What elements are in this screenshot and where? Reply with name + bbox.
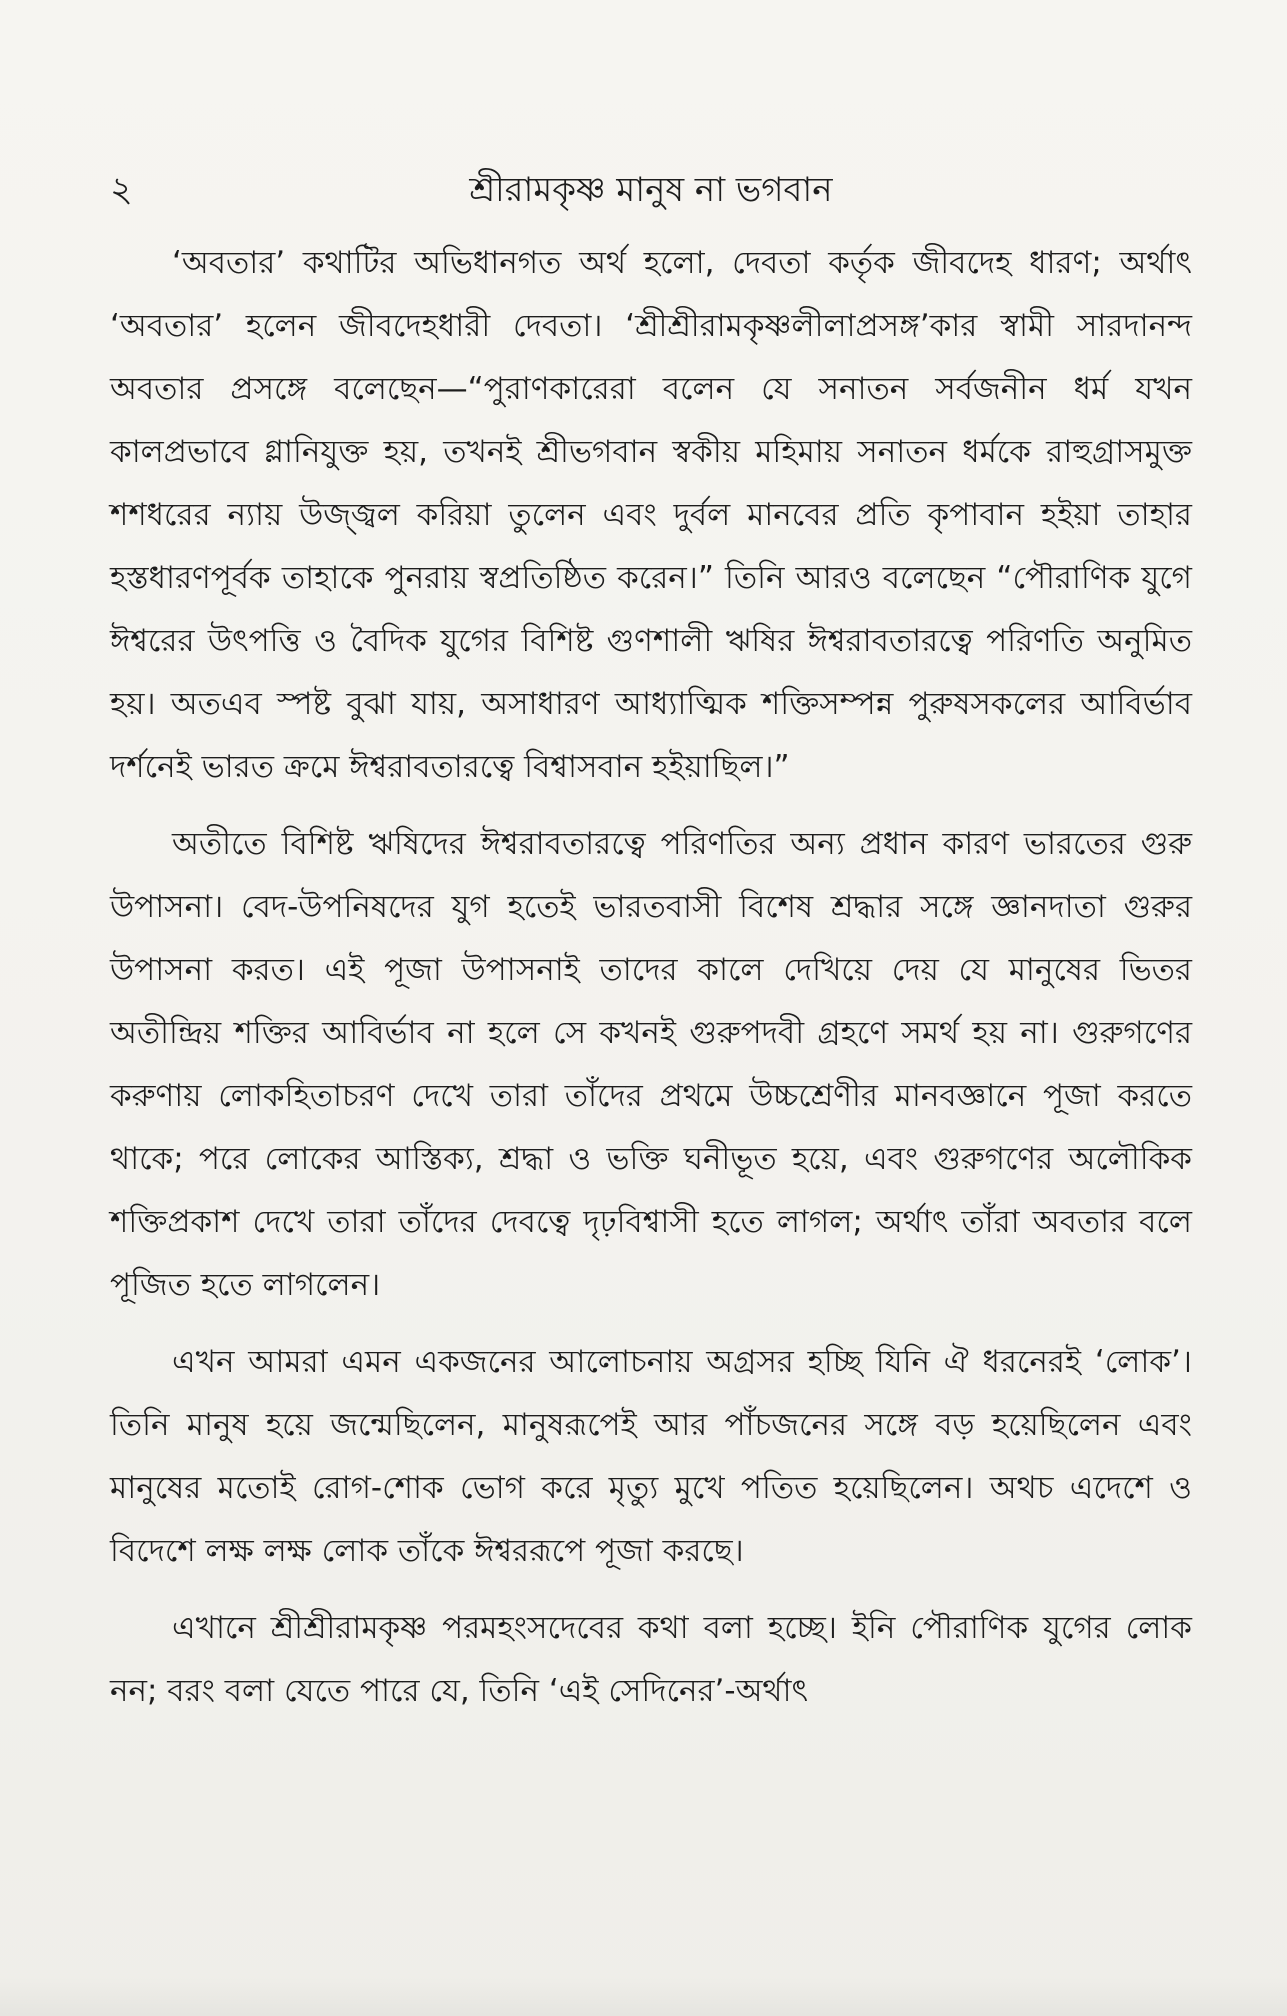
paragraph-4: এখানে শ্রীশ্রীরামকৃষ্ণ পরমহংসদেবের কথা বলা হচ্ছে। ইনি পৌরাণিক যুগের লোক নন; বরং বলা যেতে পারে যে, তিনি ‘এই সেদিনের’-অর্থাৎ xyxy=(110,1610,1192,1709)
body-text xyxy=(110,232,1192,1723)
paragraph-3: এখন আমরা এমন একজনের আলোচনায় অগ্রসর হচ্ছি যিনি ঐ ধরনেরই ‘লোক’। তিনি মানুষ হয়ে জন্মেছিলেন, মানুষরূপেই আর পাঁচজনের সঙ্গে বড় হয়েছিলেন এবং মানুষের মতোই রোগ-শোক ভোগ করে মৃত্যু মুখে পতিত হয়েছিলেন। অথচ এদেশে ও বিদেশে লক্ষ লক্ষ লোক তাঁকে ঈশ্বররূপে পূজা করছে। xyxy=(110,1344,1192,1569)
page-bottom-shadow xyxy=(0,1976,1287,2016)
running-title: শ্রীরামকৃষ্ণ মানুষ না ভগবান xyxy=(469,170,833,210)
page-number: ২ xyxy=(110,170,133,210)
paragraph-2: অতীতে বিশিষ্ট ঋষিদের ঈশ্বরাবতারত্বে পরিণতির অন্য প্রধান কারণ ভারতের গুরু উপাসনা। বেদ-উপনিষদের যুগ হতেই ভারতবাসী বিশেষ শ্রদ্ধার সঙ্গে জ্ঞানদাতা গুরুর উপাসনা করত। এই পূজা উপাসনাই তাদের কালে দেখিয়ে দেয় যে মানুষের ভিতর অতীন্দ্রিয় শক্তির আবির্ভাব না হলে সে কখনই গুরুপদবী গ্রহণে সমর্থ হয় না। গুরুগণের করুণায় লোকহিতাচরণ দেখে তারা তাঁদের প্রথমে উচ্চশ্রেণীর মানবজ্ঞানে পূজা করতে থাকে; পরে লোকের আস্তিক্য, শ্রদ্ধা ও ভক্তি ঘনীভূত হয়ে, এবং গুরুগণের অলৌকিক শক্তিপ্রকাশ দেখে তারা তাঁদের দেবত্বে দৃঢ়বিশ্বাসী হতে লাগল; অর্থাৎ তাঁরা অবতার বলে পূজিত হতে লাগলেন। xyxy=(110,826,1192,1303)
paragraph-1: ‘অবতার’ কথাটির অভিধানগত অর্থ হলো, দেবতা কর্তৃক জীবদেহ ধারণ; অর্থাৎ ‘অবতার’ হলেন জীবদেহধারী দেবতা। ‘শ্রীশ্রীরামকৃষ্ণলীলাপ্রসঙ্গ’কার স্বামী সারদানন্দ অবতার প্রসঙ্গে বলেছেন—“পুরাণকারেরা বলেন যে সনাতন সর্বজনীন ধর্ম যখন কালপ্রভাবে গ্লানিযুক্ত হয়, তখনই শ্রীভগবান স্বকীয় মহিমায় সনাতন ধর্মকে রাহুগ্রাসমুক্ত শশধরের ন্যায় উজ্জ্বল করিয়া তুলেন এবং দুর্বল মানবের প্রতি কৃপাবান হইয়া তাহার হস্তধারণপূর্বক তাহাকে পুনরায় স্বপ্রতিষ্ঠিত করেন।” তিনি আরও বলেছেন “পৌরাণিক যুগে ঈশ্বরের উৎপত্তি ও বৈদিক যুগের বিশিষ্ট গুণশালী ঋষির ঈশ্বরাবতারত্বে পরিণতি অনুমিত হয়। অতএব স্পষ্ট বুঝা যায়, অসাধারণ আধ্যাত্মিক শক্তিসম্পন্ন পুরুষসকলের আবির্ভাব দর্শনেই ভারত ক্রমে ঈশ্বরাবতারত্বে বিশ্বাসবান হইয়াছিল।” xyxy=(110,245,1192,785)
page-header xyxy=(110,160,1192,220)
